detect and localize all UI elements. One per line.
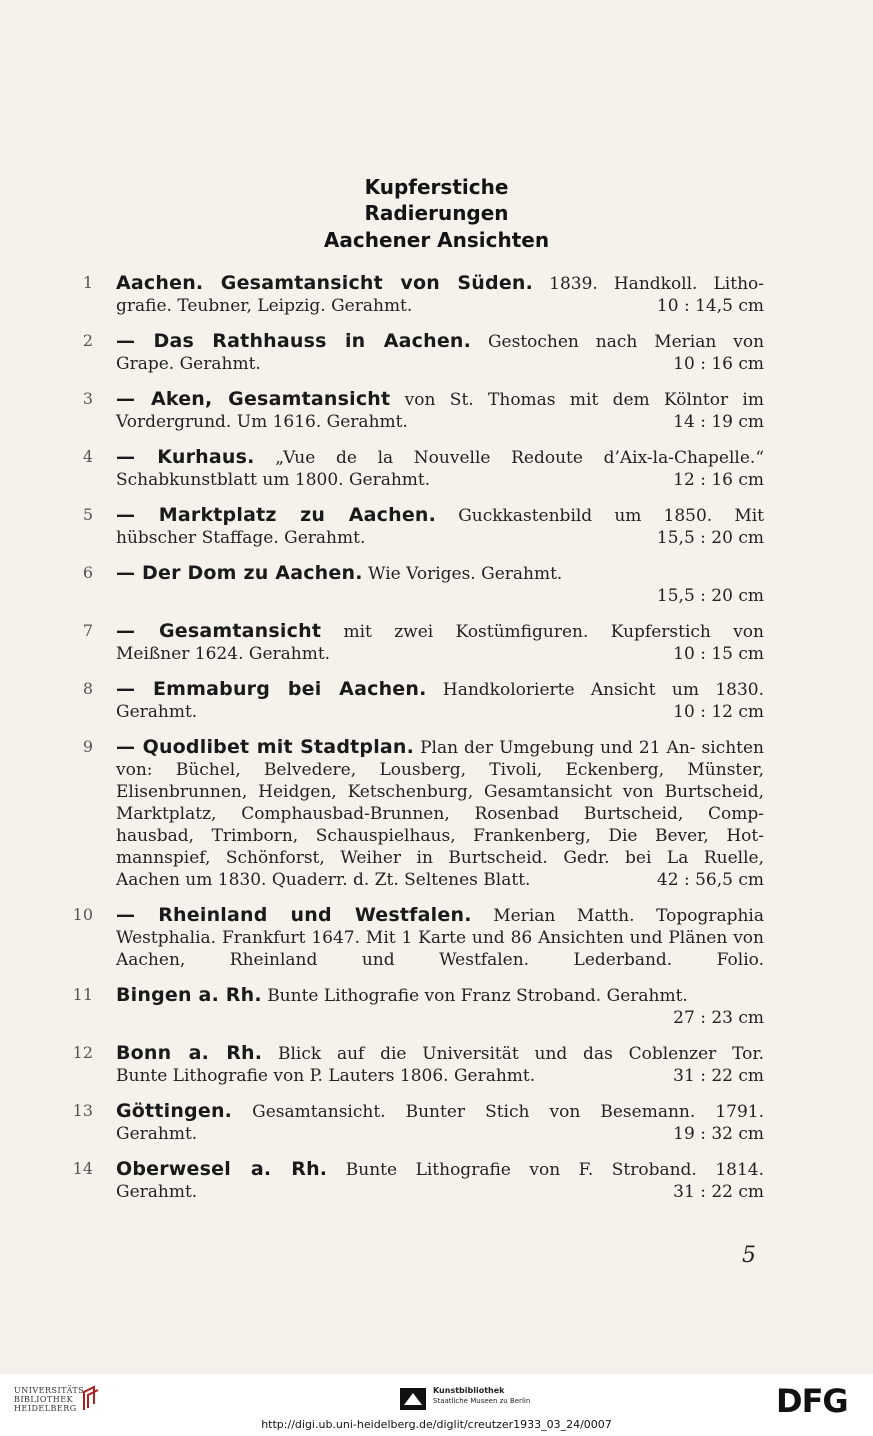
ub-line: BIBLIOTHEK <box>14 1395 74 1404</box>
entry-number: 14 <box>72 1159 93 1178</box>
entry-number: 6 <box>82 563 93 582</box>
entry-text: Gesamtansicht. Bunter Stich von Besemann. 1791. <box>252 1102 764 1122</box>
entry-text: Plan der Umgebung und 21 An- <box>420 738 696 758</box>
entry-number: 10 <box>72 905 93 924</box>
entry-text: sichten von: Büchel, Belvedere, Lousberg, Tivoli, Eckenberg, Münster, Elisenbrunnen, Heidgen, Ketschenburg, Gesamtansicht von Burtscheid, Marktplatz, Comphausbad-Brunnen, Rosenbad Burtscheid, Comp- hausbad, Trimborn, Schauspielhaus, Frankenberg, Die Bever, Hot- mannspief, Schönforst, Weiher in Burtscheid. Gedr. bei La Ruelle, <box>116 738 765 868</box>
entry-dimensions: 31 : 22 cm <box>673 1182 764 1202</box>
ub-heidelberg-logo-icon <box>80 1384 102 1412</box>
entry-text: 1839. Handkoll. Litho- <box>549 274 764 294</box>
entry-dimensions: 10 : 15 cm <box>673 644 764 664</box>
entry-dimensions: 10 : 16 cm <box>673 354 764 374</box>
catalog-entry <box>0 272 873 317</box>
entry-text: Schabkunstblatt um 1800. Gerahmt. <box>116 470 431 490</box>
entry-text: Vordergrund. Um 1616. Gerahmt. <box>116 412 408 432</box>
entry-number: 13 <box>72 1101 93 1120</box>
ub-heidelberg-logo-text <box>14 1386 88 1413</box>
entry-dimensions: 15,5 : 20 cm <box>656 528 764 548</box>
entry-dimensions: 15,5 : 20 cm <box>656 586 764 606</box>
entry-title: — Rheinland und Westfalen. <box>116 904 472 926</box>
entry-text: Merian Matth. Topographia <box>493 906 765 926</box>
heading-radierungen: Radierungen <box>364 201 509 225</box>
entry-title: — Aken, Gesamtansicht <box>116 388 391 410</box>
heading-kupferstiche: Kupferstiche <box>364 175 509 199</box>
kb-title: Kunstbibliothek <box>433 1386 505 1395</box>
entry-title: Aachen. Gesamtansicht von Süden. <box>116 272 534 294</box>
entry-number: 11 <box>72 985 93 1004</box>
heading-aachener-ansichten: Aachener Ansichten <box>323 228 550 252</box>
entry-text: Blick auf die Universität und das Coblenzer Tor. <box>277 1044 764 1064</box>
entry-title: Bonn a. Rh. <box>116 1042 263 1064</box>
catalog-entry <box>0 678 873 723</box>
catalog-entry <box>0 1100 873 1145</box>
entry-number: 8 <box>82 679 93 698</box>
catalog-entry <box>0 1158 873 1203</box>
catalog-entry <box>0 736 873 891</box>
entry-title: — Kurhaus. <box>116 446 255 468</box>
entry-text: Bunte Lithografie von Franz Stroband. Gerahmt. <box>267 986 688 1006</box>
entry-number: 9 <box>82 737 93 756</box>
entry-number: 12 <box>72 1043 93 1062</box>
catalog-entry <box>0 562 873 607</box>
entry-text: Gerahmt. <box>116 702 198 722</box>
entry-title: Bingen a. Rh. <box>116 984 262 1006</box>
entry-dimensions: 27 : 23 cm <box>673 1008 764 1028</box>
entry-title: — Emmaburg bei Aachen. <box>116 678 427 700</box>
kb-subtitle: Staatliche Museen zu Berlin <box>433 1397 531 1405</box>
catalog-entry <box>0 388 873 433</box>
entry-text: Aachen um 1830. Quaderr. d. Zt. Seltenes Blatt. <box>116 870 531 890</box>
entry-text: Wie Voriges. Gerahmt. <box>368 564 563 584</box>
entry-text: Bunte Lithografie von F. Stroband. 1814. <box>345 1160 765 1180</box>
entry-title: — Quodlibet mit Stadtplan. <box>116 736 415 758</box>
entry-number: 5 <box>82 505 93 524</box>
catalog-entry <box>0 446 873 491</box>
entry-title: Göttingen. <box>116 1100 233 1122</box>
entry-text: Westphalia. Frankfurt 1647. Mit 1 Karte und 86 Ansichten und Plänen von Aachen, Rheinland und Westfalen. Lederband. Folio. <box>116 928 764 970</box>
entry-dimensions: 10 : 12 cm <box>673 702 764 722</box>
entry-text: mit zwei Kostümfiguren. Kupferstich von <box>343 622 764 642</box>
entry-text: grafie. Teubner, Leipzig. Gerahmt. <box>116 296 413 316</box>
entry-dimensions: 10 : 14,5 cm <box>656 296 764 316</box>
entry-text: Meißner 1624. Gerahmt. <box>116 644 331 664</box>
entry-dimensions: 12 : 16 cm <box>673 470 764 490</box>
source-url[interactable]: http://digi.ub.uni-heidelberg.de/diglit/creutzer1933_03_24/0007 <box>261 1418 612 1431</box>
entry-title: Oberwesel a. Rh. <box>116 1158 328 1180</box>
catalog-entries <box>0 272 873 1216</box>
entry-text: Guckkastenbild um 1850. Mit <box>458 506 765 526</box>
entry-number: 4 <box>82 447 93 466</box>
entry-number: 2 <box>82 331 93 350</box>
entry-title: — Der Dom zu Aachen. <box>116 562 363 584</box>
entry-number: 1 <box>82 273 93 292</box>
dfg-logo: DFG <box>776 1382 848 1420</box>
entry-title: — Das Rathhauss in Aachen. <box>116 330 472 352</box>
ub-line: UNIVERSITÄTS- <box>14 1386 88 1395</box>
catalog-entry <box>0 904 873 971</box>
entry-number: 7 <box>82 621 93 640</box>
entry-text: hübscher Staffage. Gerahmt. <box>116 528 366 548</box>
entry-text: von St. Thomas mit dem Kölntor im <box>404 390 764 410</box>
entry-dimensions: 14 : 19 cm <box>673 412 764 432</box>
catalog-entry <box>0 984 873 1029</box>
entry-number: 3 <box>82 389 93 408</box>
entry-text: Bunte Lithografie von P. Lauters 1806. Gerahmt. <box>116 1066 536 1086</box>
entry-text: Gerahmt. <box>116 1182 198 1202</box>
entry-text: Grape. Gerahmt. <box>116 354 261 374</box>
catalog-entry <box>0 620 873 665</box>
entry-text: Gerahmt. <box>116 1124 198 1144</box>
entry-dimensions: 42 : 56,5 cm <box>656 870 764 890</box>
kunstbibliothek-logo-icon <box>400 1388 426 1410</box>
entry-text: Gestochen nach Merian von <box>487 332 765 352</box>
entry-title: — Gesamtansicht <box>116 620 322 642</box>
kunstbibliothek-logo-text <box>433 1386 530 1406</box>
catalog-entry <box>0 1042 873 1087</box>
entry-text: „Vue de la Nouvelle Redoute d’Aix-la-Chapelle.“ <box>275 448 765 468</box>
entry-title: — Marktplatz zu Aachen. <box>116 504 437 526</box>
entry-text: Handkolorierte Ansicht um 1830. <box>442 680 765 700</box>
footer-bar <box>0 1374 873 1418</box>
page-number: 5 <box>742 1243 756 1268</box>
catalog-entry <box>0 504 873 549</box>
catalog-entry <box>0 330 873 375</box>
entry-dimensions: 19 : 32 cm <box>673 1124 764 1144</box>
entry-dimensions: 31 : 22 cm <box>673 1066 764 1086</box>
ub-line: HEIDELBERG <box>14 1404 77 1413</box>
